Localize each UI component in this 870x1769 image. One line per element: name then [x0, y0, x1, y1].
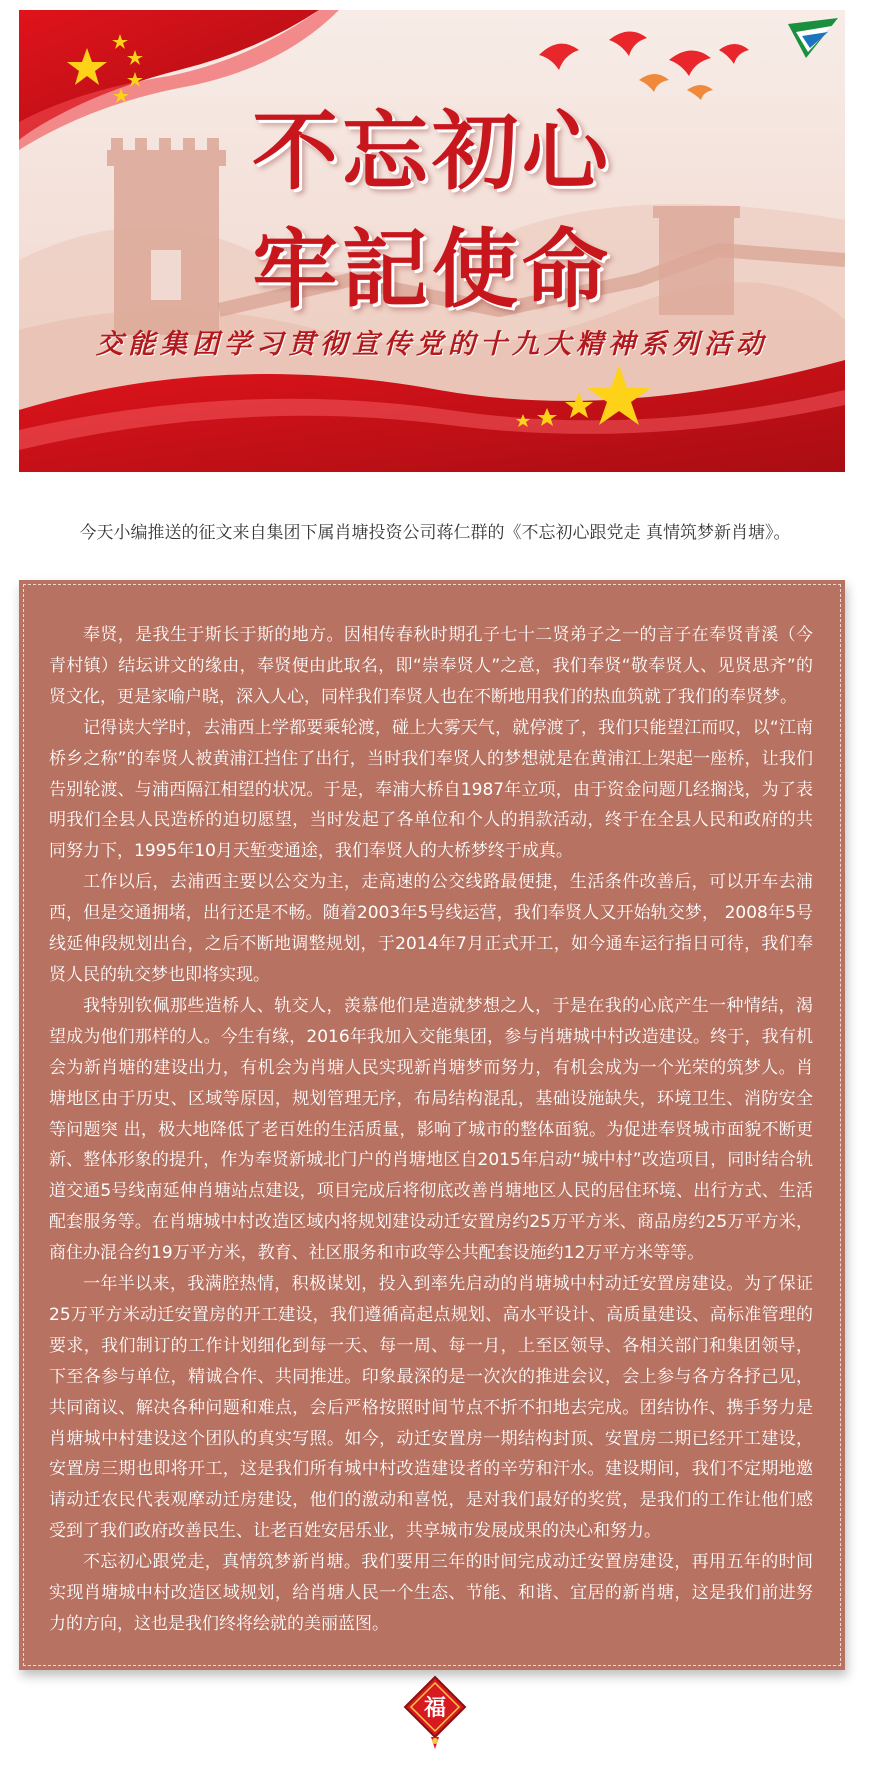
article-box [19, 580, 845, 1670]
fu-diamond-icon [403, 1675, 467, 1751]
article-paragraph: 一年半以来，我满腔热情，积极谋划，投入到率先启动的肖塘城中村动迁安置房建设。为了保证25万平方米动迁安置房的开工建设，我们遵循高起点规划、高水平设计、高质量建设、高标准管理的要求，我们制订的工作计划细化到每一天、每一周、每一月，上至区领导、各相关部门和集团领导，下至各参与单位，精诚合作、共同推进。印象最深的是一次次的推进会议，会上参与各方各抒己见，共同商议、解决各种问题和难点，会后严格按照时间节点不折不扣地去完成。团结协作、携手努力是肖塘城中村建设这个团队的真实写照。如今，动迁安置房一期结构封顶、安置房二期已经开工建设，安置房三期也即将开工，这是我们所有城中村改造建设者的辛劳和汗水。建设期间，我们不定期地邀请动迁农民代表观摩动迁房建设，他们的激动和喜悦，是对我们最好的奖赏，是我们的工作让他们感受到了我们政府改善民生、让老百姓安居乐业，共享城市发展成果的决心和努力。 [49, 1274, 813, 1542]
fu-ornament [403, 1675, 467, 1755]
fu-character: 福 [423, 1695, 447, 1721]
banner-title-line2: 牢記使命 [252, 219, 612, 320]
company-logo-icon [788, 18, 838, 62]
article-body [49, 620, 813, 1640]
article-paragraph: 不忘初心跟党走，真情筑梦新肖塘。我们要用三年的时间完成动迁安置房建设，再用五年的时间实现肖塘城中村改造区域规划，给肖塘人民一个生态、节能、和谐、宜居的新肖塘，这是我们前进努力的方向，这也是我们终将绘就的美丽蓝图。 [49, 1552, 813, 1634]
intro-text: 今天小编推送的征文来自集团下属肖塘投资公司蒋仁群的《不忘初心跟党走 真情筑梦新肖塘》。 [79, 523, 791, 543]
banner-title-line1: 不忘初心 [252, 101, 612, 202]
banner-subtitle: 交能集团学习贯彻宣传党的十九大精神系列活动 [96, 329, 768, 360]
article-paragraph: 记得读大学时，去浦西上学都要乘轮渡，碰上大雾天气，就停渡了，我们只能望江而叹，以“江南桥乡之称”的奉贤人被黄浦江挡住了出行，当时我们奉贤人的梦想就是在黄浦江上架起一座桥，让我们告别轮渡、与浦西隔江相望的状况。于是，奉浦大桥自1987年立项，由于资金问题几经搁浅，为了表明我们全县人民造桥的迫切愿望，当时发起了各单位和个人的捐款活动，终于在全县人民和政府的共同努力下，1995年10月天堑变通途，我们奉贤人的大桥梦终于成真。 [49, 717, 813, 862]
article-paragraph: 奉贤，是我生于斯长于斯的地方。因相传春秋时期孔子七十二贤弟子之一的言子在奉贤青溪（今青村镇）结坛讲文的缘由，奉贤便由此取名，即“崇奉贤人”之意，我们奉贤“敬奉贤人、见贤思齐”的贤文化，更是家喻户晓，深入人心，同样我们奉贤人也在不断地用我们的热血筑就了我们的奉贤梦。 [49, 625, 813, 707]
header-banner [19, 10, 845, 472]
article-paragraph: 我特别钦佩那些造桥人、轨交人，羡慕他们是造就梦想之人，于是在我的心底产生一种情结，渴望成为他们那样的人。今生有缘，2016年我加入交能集团，参与肖塘城中村改造建设。终于，我有机会为新肖塘的建设出力，有机会为肖塘人民实现新肖塘梦而努力，有机会成为一个光荣的筑梦人。肖塘地区由于历史、区域等原因，规划管理无序，布局结构混乱，基础设施缺失，环境卫生、消防安全等问题突 出，极大地降低了老百姓的生活质量，影响了城市的整体面貌。为促进奉贤城市面貌不断更新、整体形象的提升，作为奉贤新城北门户的肖塘地区自2015年启动“城中村”改造项目，同时结合轨道交通5号线南延伸肖塘站点建设，项目完成后将彻底改善肖塘地区人民的居住环境、出行方式、生活配套服务等。在肖塘城中村改造区域内将规划建设动迁安置房约25万平方米、商品房约25万平方米，商住办混合约19万平方米，教育、社区服务和市政等公共配套设施约12万平方米等等。 [49, 995, 813, 1264]
article-paragraph: 工作以后，去浦西主要以公交为主，走高速的公交线路最便捷，生活条件改善后，可以开车去浦西，但是交通拥堵，出行还是不畅。随着2003年5号线运营，我们奉贤人又开始轨交梦， 2008年5号线延伸段规划出台，之后不断地调整规划，于2014年7月正式开工，如今通车运行指日可待，我们奉贤人民的轨交梦也即将实现。 [49, 872, 813, 985]
